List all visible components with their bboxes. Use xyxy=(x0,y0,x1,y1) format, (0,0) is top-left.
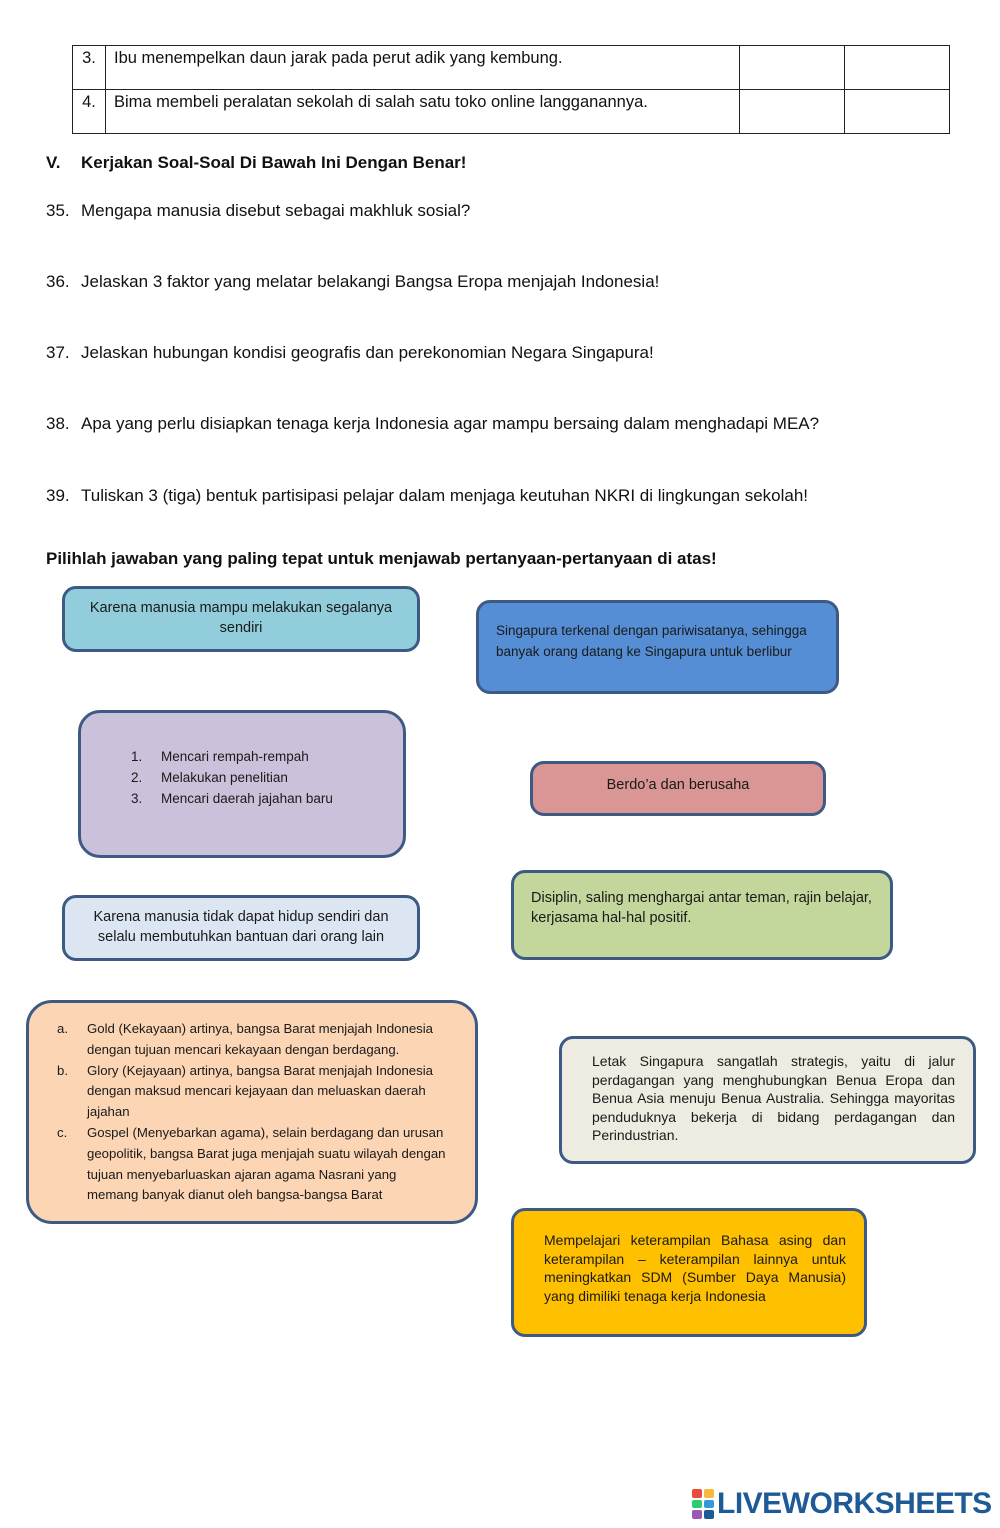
answer-text: Letak Singapura sangatlah strategis, yaitu di jalur perdagangan yang menghubungkan Benua Eropa dan Benua Asia menuju Benua Australia. Sehingga mayoritas penduduknya bekerja di bidang perdagangan dan Perindustrian. xyxy=(592,1053,955,1143)
list-item: c. Gospel (Menyebarkan agama), selain berdagang dan urusan geopolitik, bangsa Barat juga menjajah suatu wilayah dengan tujuan menyebarluaskan ajaran agama Nasrani yang memang banyak dianut oleh bangsa-bangsa Barat xyxy=(57,1124,446,1203)
list-item: b. Glory (Kejayaan) artinya, bangsa Barat menjajah Indonesia dengan maksud mencari kejayaan dan meluaskan daerah jajahan xyxy=(57,1062,434,1120)
answer-box-disiplin[interactable] xyxy=(511,870,893,960)
row-statement: Bima membeli peralatan sekolah di salah satu toko online langganannya. xyxy=(106,90,740,134)
answer-box-rempah[interactable] xyxy=(78,710,406,858)
answer-text: Karena manusia tidak dapat hidup sendiri dan selalu membutuhkan bantuan dari orang lain xyxy=(93,909,389,945)
answer-box-letak[interactable] xyxy=(559,1036,976,1164)
row-statement: Ibu menempelkan daun jarak pada perut adik yang kembung. xyxy=(106,46,740,90)
logo-text: LIVEWORKSHEETS xyxy=(717,1487,992,1520)
answer-box-gold-glory-gospel[interactable] xyxy=(26,1000,478,1224)
answer-list xyxy=(131,746,383,809)
section-heading xyxy=(46,153,466,173)
answer-text: Mempelajari keterampilan Bahasa asing dan keterampilan – keterampilan lainnya untuk meningkatkan SDM (Sumber Daya Manusia) yang dimiliki tenaga kerja Indonesia xyxy=(544,1232,846,1304)
table-row xyxy=(73,90,950,134)
answer-text: Berdo’a dan berusaha xyxy=(606,777,750,793)
question-text: Mengapa manusia disebut sebagai makhluk sosial? xyxy=(81,201,471,220)
answer-box-bahasa[interactable] xyxy=(511,1208,867,1337)
answer-cell[interactable] xyxy=(740,46,845,90)
liveworksheets-logo xyxy=(692,1484,992,1524)
answer-cell[interactable] xyxy=(845,90,950,134)
answer-box-sendiri[interactable] xyxy=(62,586,420,652)
question-37 xyxy=(46,343,654,363)
answer-box-sosial[interactable] xyxy=(62,895,420,961)
row-number: 4. xyxy=(73,90,106,134)
table-row xyxy=(73,46,950,90)
section-title: Kerjakan Soal-Soal Di Bawah Ini Dengan Benar! xyxy=(81,153,467,172)
question-number: 39. xyxy=(46,486,70,505)
row-number: 3. xyxy=(73,46,106,90)
list-item: 2. Melakukan penelitian xyxy=(131,770,288,785)
question-text: Tuliskan 3 (tiga) bentuk partisipasi pelajar dalam menjaga keutuhan NKRI di lingkungan sekolah! xyxy=(81,486,809,505)
question-35 xyxy=(46,201,470,221)
question-text: Apa yang perlu disiapkan tenaga kerja Indonesia agar mampu bersaing dalam menghadapi MEA? xyxy=(81,414,820,433)
question-number: 36. xyxy=(46,272,70,291)
list-item: a. Gold (Kekayaan) artinya, bangsa Barat menjajah Indonesia dengan tujuan mencari kekayaan dengan berdagang. xyxy=(57,1021,434,1057)
answer-text: Karena manusia mampu melakukan segalanya sendiri xyxy=(89,600,393,636)
answer-text: Singapura terkenal dengan pariwisatanya, sehingga banyak orang datang ke Singapura untuk berlibur xyxy=(496,623,807,659)
answer-text: Disiplin, saling menghargai antar teman, rajin belajar, kerjasama hal-hal positif. xyxy=(531,890,872,926)
answer-box-berdoa[interactable] xyxy=(530,761,826,816)
question-number: 37. xyxy=(46,343,70,362)
question-number: 38. xyxy=(46,414,70,433)
question-text: Jelaskan 3 faktor yang melatar belakangi Bangsa Eropa menjajah Indonesia! xyxy=(81,272,660,291)
liveworksheets-logo-icon xyxy=(692,1489,714,1519)
question-38 xyxy=(46,414,819,434)
section-number: V. xyxy=(46,153,61,172)
instruction-text: Pilihlah jawaban yang paling tepat untuk menjawab pertanyaan-pertanyaan di atas! xyxy=(46,549,717,568)
question-number: 35. xyxy=(46,201,70,220)
question-39 xyxy=(46,486,808,506)
question-text: Jelaskan hubungan kondisi geografis dan perekonomian Negara Singapura! xyxy=(81,343,654,362)
question-36 xyxy=(46,272,659,292)
list-item: 3. Mencari daerah jajahan baru xyxy=(131,791,333,806)
list-item: 1. Mencari rempah-rempah xyxy=(131,749,309,764)
statement-table xyxy=(72,45,950,134)
answer-box-pariwisata[interactable] xyxy=(476,600,839,694)
answer-cell[interactable] xyxy=(740,90,845,134)
answer-cell[interactable] xyxy=(845,46,950,90)
answer-list xyxy=(57,1019,451,1206)
